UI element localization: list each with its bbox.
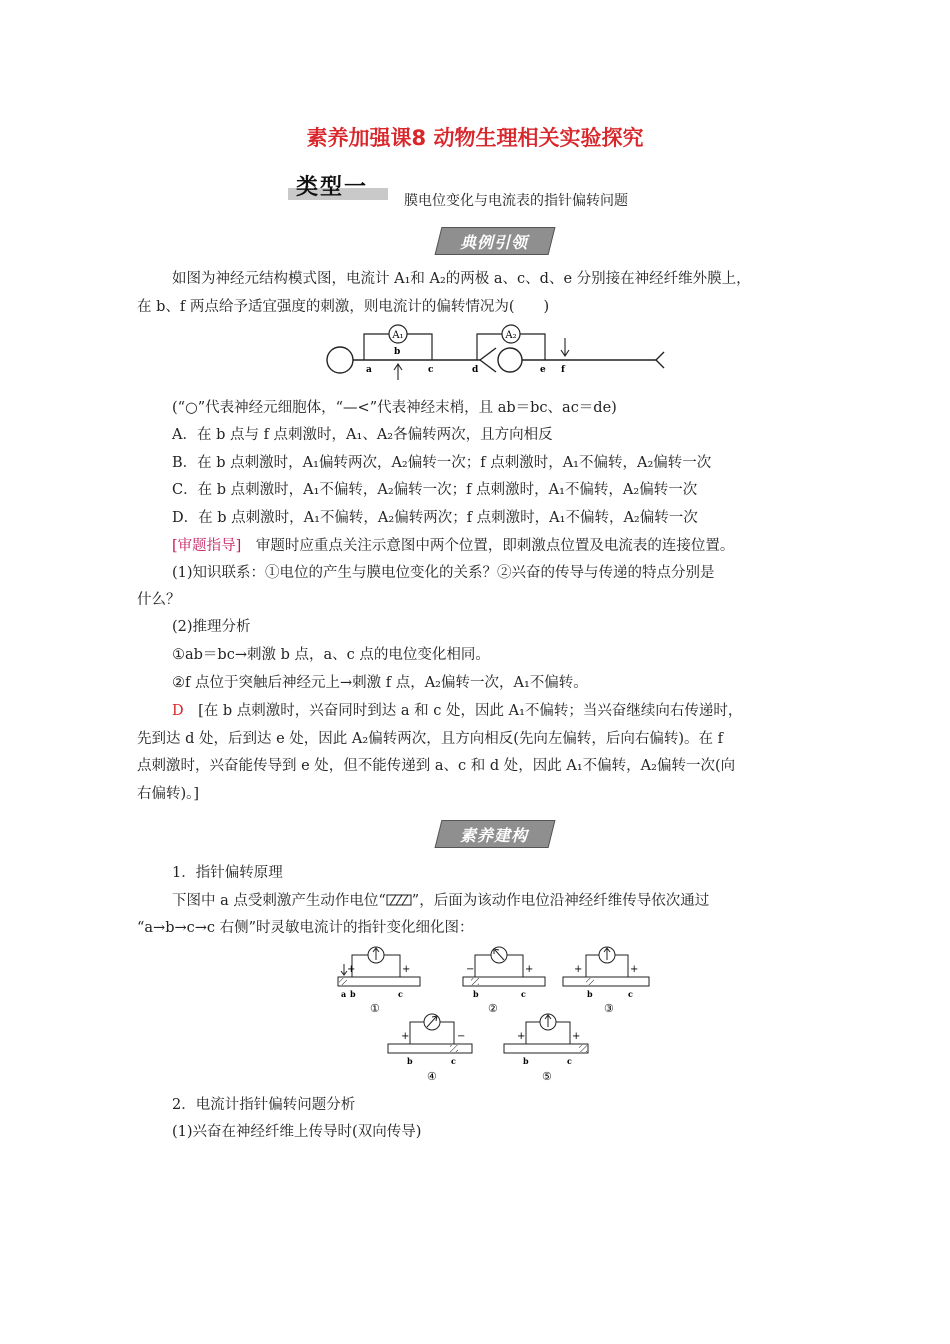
section-2-sub: (1)兴奋在神经纤维上传导时(双向传导): [172, 1124, 422, 1140]
section-subtitle: 膜电位变化与电流表的指针偏转问题: [404, 193, 628, 209]
answer-line-2: 先到达 d 处，后到达 e 处，因此 A₂偏转两次，且方向相反(先向左偏转，后向右偏转)。在 f: [137, 731, 723, 747]
reasoning-2: ②f 点位于突触后神经元上→刺激 f 点，A₂偏转一次，A₁不偏转。: [172, 675, 588, 691]
stimulus-arrow-f: [561, 338, 569, 356]
svg-text:+: +: [525, 964, 534, 975]
svg-text:+: +: [572, 1031, 581, 1042]
section-2-heading: 2．电流计指针偏转问题分析: [172, 1097, 356, 1113]
svg-text:c: c: [521, 989, 526, 999]
badge-example: [438, 227, 550, 253]
svg-text:c: c: [567, 1056, 572, 1066]
svg-text:+: +: [402, 964, 411, 975]
meter-a1-label: A₁: [392, 330, 404, 341]
guide-text: 审题时应重点关注示意图中两个位置，即刺激点位置及电流表的连接位置。: [241, 538, 735, 554]
point-label-b: b: [394, 347, 401, 357]
panel-5: [504, 1014, 588, 1083]
galvanometer-panel-3: [560, 940, 660, 1020]
panel-3-number: ③: [604, 1002, 614, 1015]
point-label-c: c: [428, 365, 434, 375]
cell-body-right: [498, 348, 522, 372]
badge-label: 典例引领: [459, 233, 528, 252]
svg-text:b: b: [523, 1056, 529, 1066]
svg-text:a: a: [341, 989, 347, 999]
option-c: C．在 b 点刺激时，A₁不偏转，A₂偏转一次；f 点刺激时，A₁不偏转，A₂偏转一次: [172, 482, 698, 498]
answer-text-1: [在 b 点刺激时，兴奋同时到达 a 和 c 处，因此 A₁不偏转；当兴奋继续向右传递时，: [183, 703, 743, 719]
section-1-text-1: [172, 889, 709, 910]
svg-text:−: −: [457, 1031, 466, 1042]
point-label-f: f: [561, 365, 565, 375]
svg-text:c: c: [398, 989, 403, 999]
point-label-a: a: [366, 365, 372, 375]
svg-text:+: +: [517, 1031, 526, 1042]
question-line-2: 在 b、f 两点给予适宜强度的刺激，则电流计的偏转情况为( ): [137, 299, 550, 315]
diagram-note: (“○”代表神经元细胞体，“—<”代表神经末梢，且 ab＝bc、ac＝de): [172, 400, 617, 416]
badge-literacy: [438, 820, 550, 846]
section-1-text-2: “a→b→c→c 右侧”时灵敏电流计的指针变化细化图：: [137, 920, 474, 936]
panel-4: [388, 1014, 472, 1083]
nerve-ending: [656, 352, 664, 368]
reasoning-1: ①ab＝bc→刺激 b 点，a、c 点的电位变化相同。: [172, 647, 490, 663]
answer-line-4: 右偏转)。]: [137, 786, 200, 802]
svg-text:c: c: [628, 989, 633, 999]
section-type-label: [288, 170, 388, 200]
page-title: 素养加强课8 动物生理相关实验探究: [306, 126, 644, 150]
svg-text:c: c: [451, 1056, 456, 1066]
question-line-1: 如图为神经元结构模式图，电流计 A₁和 A₂的两极 a、c、d、e 分别接在神经纤维外膜上，: [172, 271, 751, 287]
knowledge-line-1: (1)知识联系：①电位的产生与膜电位变化的关系？②兴奋的传导与传递的特点分别是: [172, 565, 715, 581]
point-label-e: e: [540, 365, 546, 375]
svg-text:b: b: [407, 1056, 413, 1066]
neuron-diagram: [320, 322, 670, 382]
svg-text:b: b: [587, 989, 593, 999]
guide-tag: [审题指导]: [172, 538, 242, 554]
badge-label: 素养建构: [459, 826, 528, 845]
panel-2: [463, 947, 545, 1015]
svg-text:b: b: [473, 989, 479, 999]
synapse-terminal: [480, 348, 496, 372]
reasoning-heading: (2)推理分析: [172, 619, 251, 635]
panel-4-number: ④: [427, 1070, 437, 1083]
guide-line: [172, 534, 734, 555]
text-part-b: ”，后面为该动作电位沿神经纤维传导依次通过: [411, 893, 710, 909]
svg-text:+: +: [630, 964, 639, 975]
panel-5-number: ⑤: [542, 1070, 552, 1083]
meter-a2-label: A₂: [505, 330, 517, 341]
panel-1-number: ①: [370, 1002, 380, 1015]
stimulus-arrow-b: [394, 364, 402, 380]
knowledge-line-1b: 什么？: [137, 592, 181, 608]
panel-1: [338, 947, 420, 1015]
answer-line-1: [172, 699, 742, 720]
cell-body-left: [327, 347, 353, 373]
panel-2-number: ②: [488, 1002, 498, 1015]
section-1-heading: 1．指针偏转原理: [172, 865, 283, 881]
svg-text:−: −: [466, 964, 475, 975]
option-a: A．在 b 点与 f 点刺激时，A₁、A₂各偏转两次，且方向相反: [172, 427, 553, 443]
svg-text:+: +: [401, 1031, 410, 1042]
option-d: D．在 b 点刺激时，A₁不偏转，A₂偏转两次；f 点刺激时，A₁不偏转，A₂偏转一次: [172, 510, 698, 526]
svg-text:+: +: [574, 964, 583, 975]
svg-text:+: +: [347, 964, 356, 975]
action-potential-icon: [386, 894, 412, 906]
svg-text:b: b: [350, 989, 356, 999]
answer-line-3: 点刺激时，兴奋能传导到 e 处，但不能传递到 a、c 和 d 处，因此 A₁不偏转，A₂偏转一次(向: [137, 758, 736, 774]
type-label-text: 类型一: [296, 175, 369, 200]
point-label-d: d: [472, 365, 479, 375]
option-b: B．在 b 点刺激时，A₁偏转两次，A₂偏转一次；f 点刺激时，A₁不偏转，A₂偏转一次: [172, 455, 712, 471]
text-part-a: 下图中 a 点受刺激产生动作电位“: [172, 893, 386, 909]
answer-letter: D: [172, 703, 184, 719]
